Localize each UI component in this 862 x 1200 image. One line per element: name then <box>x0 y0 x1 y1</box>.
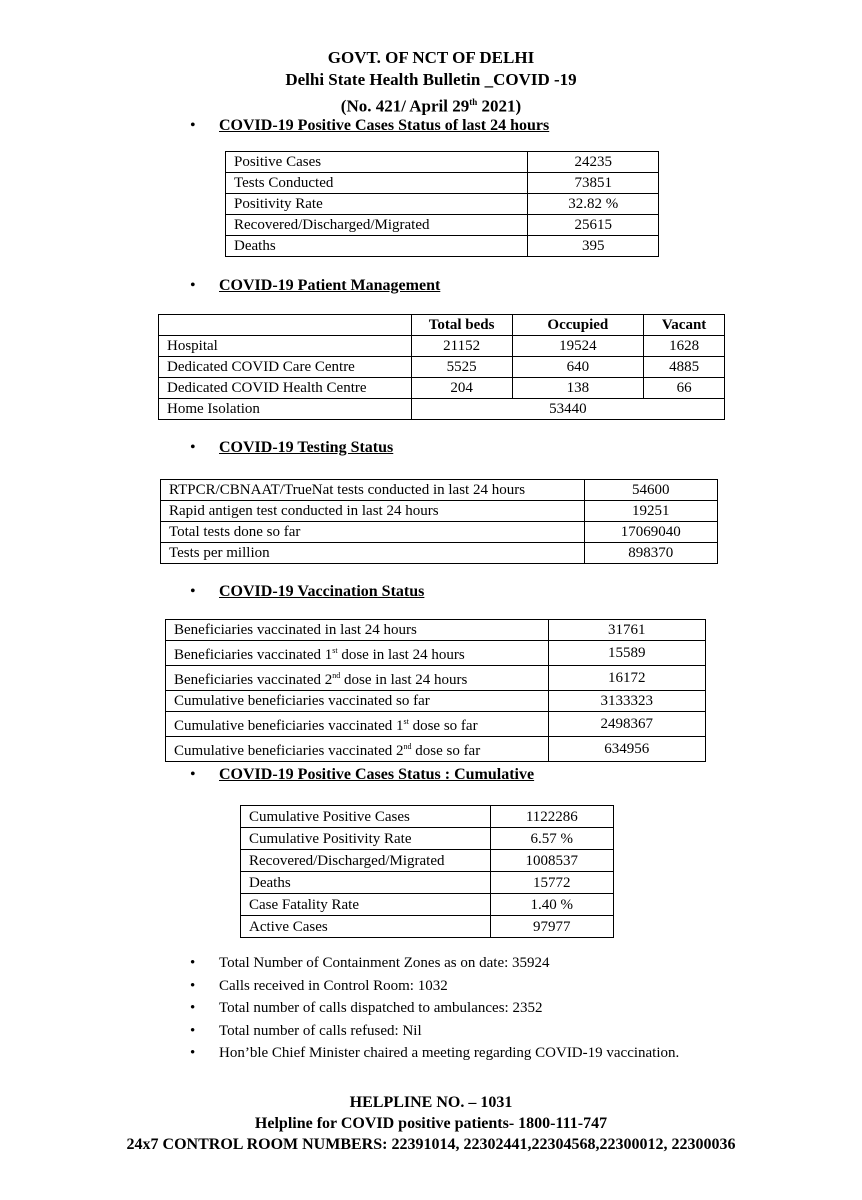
row-label-text: Beneficiaries vaccinated 1 <box>174 647 333 663</box>
row-vacant: 66 <box>644 378 725 399</box>
row-total: 21152 <box>411 336 512 357</box>
row-label-text: Cumulative beneficiaries vaccinated 2 <box>174 743 404 759</box>
row-value: 97977 <box>490 916 613 938</box>
section-title: COVID-19 Testing Status <box>219 439 394 456</box>
bullet-icon: • <box>190 955 196 971</box>
table-row <box>159 357 725 378</box>
row-total: 5525 <box>411 357 512 378</box>
table-row <box>226 215 659 236</box>
table-row <box>226 236 659 257</box>
row-value: 32.82 % <box>528 194 659 215</box>
row-value: 24235 <box>528 152 659 173</box>
row-value: 3133323 <box>548 691 705 712</box>
row-value: 19251 <box>584 501 717 522</box>
table-row <box>166 691 706 712</box>
header-blank <box>159 315 412 336</box>
table-row <box>166 737 706 762</box>
bullet-icon: • <box>190 277 196 294</box>
table-row <box>166 712 706 737</box>
table-row <box>226 152 659 173</box>
note-text: Calls received in Control Room: 1032 <box>219 978 448 994</box>
bullet-icon: • <box>190 1023 196 1039</box>
table-vaccination-status <box>165 619 706 762</box>
table-testing-status <box>160 479 718 564</box>
note-text: Total number of calls dispatched to ambulances: 2352 <box>219 1000 543 1016</box>
bulletin-number-prefix: (No. 421/ April 29 <box>340 96 470 116</box>
header-vacant: Vacant <box>644 315 725 336</box>
row-label: Cumulative Positivity Rate <box>241 828 491 850</box>
footer <box>0 1092 862 1155</box>
section-title: COVID-19 Patient Management <box>219 277 441 294</box>
table-row <box>166 620 706 641</box>
header-total-beds: Total beds <box>411 315 512 336</box>
bullet-icon: • <box>190 439 196 456</box>
row-label-text: Beneficiaries vaccinated 2 <box>174 672 333 688</box>
row-value: 898370 <box>584 543 717 564</box>
table-row <box>161 543 718 564</box>
bullet-icon: • <box>190 583 196 600</box>
table-row <box>241 916 614 938</box>
row-label-rest: dose in last 24 hours <box>340 672 468 688</box>
table-cumulative-cases <box>240 805 614 938</box>
row-value: 634956 <box>548 737 705 762</box>
bulletin-header <box>0 47 862 118</box>
table-row <box>241 806 614 828</box>
row-vacant: 4885 <box>644 357 725 378</box>
header-occupied: Occupied <box>512 315 644 336</box>
row-label: Rapid antigen test conducted in last 24 hours <box>161 501 585 522</box>
row-value: 25615 <box>528 215 659 236</box>
row-occupied: 640 <box>512 357 644 378</box>
row-occupied: 19524 <box>512 336 644 357</box>
row-value: 395 <box>528 236 659 257</box>
row-label <box>166 620 549 641</box>
row-label: Recovered/Discharged/Migrated <box>241 850 491 872</box>
row-label-rest: dose so far <box>411 743 481 759</box>
bullet-icon: • <box>190 978 196 994</box>
row-label-text: Beneficiaries vaccinated in last 24 hours <box>174 622 417 638</box>
ordinal-suffix: st <box>403 717 409 726</box>
bullet-icon: • <box>190 1045 196 1061</box>
row-value: 2498367 <box>548 712 705 737</box>
row-label <box>166 666 549 691</box>
row-label-rest: dose in last 24 hours <box>337 647 465 663</box>
row-label: Dedicated COVID Health Centre <box>159 378 412 399</box>
table-row <box>166 641 706 666</box>
table-row <box>159 399 725 420</box>
row-label: Total tests done so far <box>161 522 585 543</box>
bullet-icon: • <box>190 766 196 783</box>
row-label <box>166 712 549 737</box>
row-label-text: Cumulative beneficiaries vaccinated so far <box>174 693 430 709</box>
bulletin-number <box>0 91 862 118</box>
note-text: Total Number of Containment Zones as on date: 35924 <box>219 955 550 971</box>
section-title: COVID-19 Vaccination Status <box>219 583 425 600</box>
row-total: 204 <box>411 378 512 399</box>
ordinal-suffix: nd <box>403 742 412 751</box>
govt-title: GOVT. OF NCT OF DELHI <box>327 48 535 67</box>
row-label: Positivity Rate <box>226 194 528 215</box>
row-label: Active Cases <box>241 916 491 938</box>
row-value: 15589 <box>548 641 705 666</box>
row-value: 17069040 <box>584 522 717 543</box>
row-label-rest: dose so far <box>408 718 478 734</box>
bullet-icon: • <box>190 117 196 134</box>
row-label: Hospital <box>159 336 412 357</box>
table-row <box>161 501 718 522</box>
table-row <box>226 173 659 194</box>
note-text: Hon’ble Chief Minister chaired a meeting regarding COVID-19 vaccination. <box>219 1045 680 1061</box>
row-label: RTPCR/CBNAAT/TrueNat tests conducted in last 24 hours <box>161 480 585 501</box>
row-label <box>166 641 549 666</box>
ordinal-suffix: st <box>332 646 338 655</box>
row-label: Tests Conducted <box>226 173 528 194</box>
table-patient-management <box>158 314 725 420</box>
row-value: 1.40 % <box>490 894 613 916</box>
bullet-icon: • <box>190 1000 196 1016</box>
row-label: Home Isolation <box>159 399 412 420</box>
table-row <box>241 872 614 894</box>
table-row <box>241 894 614 916</box>
row-label: Tests per million <box>161 543 585 564</box>
row-label: Deaths <box>226 236 528 257</box>
row-value: 6.57 % <box>490 828 613 850</box>
row-value: 54600 <box>584 480 717 501</box>
row-value: 16172 <box>548 666 705 691</box>
note-text: Total number of calls refused: Nil <box>219 1023 422 1039</box>
row-value: 1008537 <box>490 850 613 872</box>
row-label-text: Cumulative beneficiaries vaccinated 1 <box>174 718 404 734</box>
table-row <box>159 378 725 399</box>
row-value: 15772 <box>490 872 613 894</box>
table-row <box>226 194 659 215</box>
ordinal-suffix: nd <box>332 671 341 680</box>
table-row <box>241 850 614 872</box>
helpline-number: HELPLINE NO. – 1031 <box>349 1094 513 1111</box>
row-label: Case Fatality Rate <box>241 894 491 916</box>
row-label: Recovered/Discharged/Migrated <box>226 215 528 236</box>
row-vacant: 1628 <box>644 336 725 357</box>
row-label <box>166 737 549 762</box>
home-isolation-value: 53440 <box>411 399 724 420</box>
row-value: 31761 <box>548 620 705 641</box>
row-label: Cumulative Positive Cases <box>241 806 491 828</box>
row-value: 1122286 <box>490 806 613 828</box>
row-label: Positive Cases <box>226 152 528 173</box>
row-label: Deaths <box>241 872 491 894</box>
row-label <box>166 691 549 712</box>
row-value: 73851 <box>528 173 659 194</box>
section-title: COVID-19 Positive Cases Status of last 24 hours <box>219 117 550 134</box>
covid-helpline: Helpline for COVID positive patients- 1800-111-747 <box>254 1115 608 1132</box>
control-room-numbers: 24x7 CONTROL ROOM NUMBERS: 22391014, 22302441,22304568,22300012, 22300036 <box>126 1136 736 1153</box>
section-title: COVID-19 Positive Cases Status : Cumulative <box>219 766 535 783</box>
table-row <box>161 522 718 543</box>
bulletin-number-sup: th <box>469 97 478 107</box>
table-row <box>159 336 725 357</box>
table-row <box>161 480 718 501</box>
bulletin-title: Delhi State Health Bulletin _COVID -19 <box>285 70 577 89</box>
table-row <box>166 666 706 691</box>
table-header-row <box>159 315 725 336</box>
table-row <box>241 828 614 850</box>
bulletin-number-suffix: 2021) <box>477 96 522 116</box>
table-24h-cases <box>225 151 659 257</box>
row-label: Dedicated COVID Care Centre <box>159 357 412 378</box>
row-occupied: 138 <box>512 378 644 399</box>
